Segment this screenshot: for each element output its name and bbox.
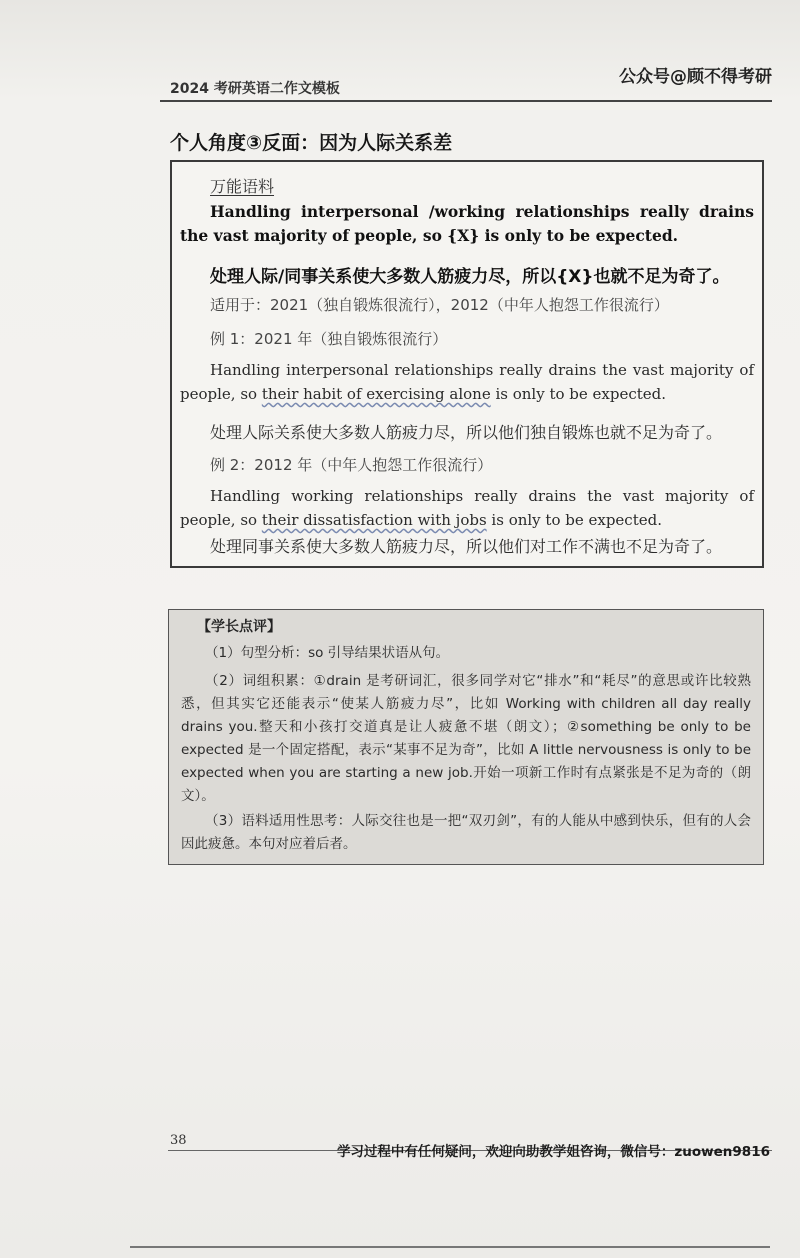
example2-title: 例 2：2012 年（中年人抱怨工作很流行） [210, 456, 493, 474]
page-number: 38 [170, 1133, 187, 1148]
senior-comment-box [168, 609, 764, 865]
applies-to: 适用于：2021（独自锻炼很流行），2012（中年人抱怨工作很流行） [210, 296, 669, 314]
corpus-box [170, 160, 764, 568]
comment-title: 【学长点评】 [197, 619, 281, 635]
example2-highlight: their dissatisfaction with jobs [261, 511, 487, 529]
comment-point-3: （3）语料适用性思考：人际交往也是一把“双刃剑”，有的人能从中感到快乐，但有的人会因此疲惫。本句对应着后者。 [181, 813, 751, 852]
template-english: Handling interpersonal /working relationships really drains the vast majority of people, so {X} is only to be expected. [180, 202, 754, 245]
example1-highlight: their habit of exercising alone [261, 385, 491, 403]
example1-chinese: 处理人际关系使大多数人筋疲力尽，所以他们独自锻炼也就不足为奇了。 [210, 423, 723, 442]
running-header-account: 公众号@顾不得考研 [619, 67, 772, 87]
comment-point-1: （1）句型分析：so 引导结果状语从句。 [205, 645, 450, 661]
comment-point-2: （2）词组积累：①drain 是考研词汇，很多同学对它“排水”和“耗尽”的意思或许比较熟悉，但其实它还能表示“使某人筋疲力尽”，比如 Working with children all day really drains you.整天和小孩打交道真是让人疲惫不堪（朗文）；②something be only to be expected 是一个固定搭配，表示“某事不足为奇”，比如 A little nervousness is only to be expected when you are starting a new job.开始一项新工作时有点紧张是不足为奇的（朗文）。 [181, 673, 751, 804]
section-title: 个人角度③反面：因为人际关系差 [170, 132, 453, 154]
footer-contact-note: 学习过程中有任何疑问，欢迎向助教学姐咨询，微信号：zuowen9816 [336, 1144, 770, 1160]
example1-title: 例 1：2021 年（独自锻炼很流行） [210, 330, 448, 348]
template-chinese: 处理人际/同事关系使大多数人筋疲力尽，所以{X}也就不足为奇了。 [210, 267, 730, 287]
corpus-label: 万能语料 [210, 177, 275, 196]
running-header-title: 2024 考研英语二作文模板 [170, 81, 340, 97]
header-divider [160, 100, 772, 102]
example1-english: Handling interpersonal relationships really drains the vast majority of people, so their habit of exercising alone is only to be expected. [180, 361, 754, 403]
example2-chinese: 处理同事关系使大多数人筋疲力尽，所以他们对工作不满也不足为奇了。 [210, 537, 723, 556]
example2-english: Handling working relationships really drains the vast majority of people, so their dissatisfaction with jobs is only to be expected. [180, 487, 754, 529]
page-edge-line [130, 1246, 770, 1248]
